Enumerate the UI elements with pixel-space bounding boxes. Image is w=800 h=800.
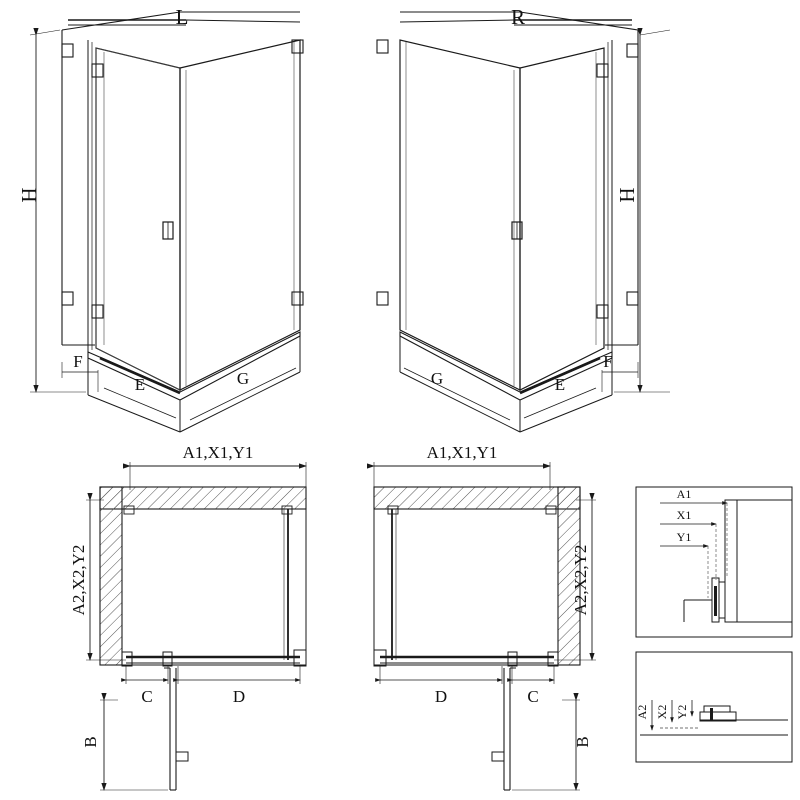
- iso-left-base-label-e: E: [134, 375, 146, 394]
- iso-right-handedness-label: R: [510, 5, 526, 29]
- iso-left-handedness-label: L: [175, 5, 189, 29]
- iso-left-height-label: H: [17, 187, 41, 203]
- plan-left-dim-c: C: [141, 687, 153, 706]
- iso-right-base-label-g: G: [430, 369, 444, 388]
- iso-right-base-label-f: F: [603, 352, 613, 371]
- detail-top-label-a1: A1: [676, 487, 692, 501]
- detail-bottom-label-y2: Y2: [675, 704, 689, 720]
- plan-left-top-dimension-label: A1,X1,Y1: [182, 443, 254, 462]
- detail-view-bottom: [635, 652, 792, 762]
- plan-right-dim-c: C: [527, 687, 539, 706]
- detail-bottom-label-a2: A2: [635, 704, 649, 720]
- plan-right-side-dimension-label: A2,X2,Y2: [571, 544, 590, 616]
- iso-view-right: [377, 5, 670, 432]
- iso-left-base-label-g: G: [236, 369, 250, 388]
- detail-top-label-y1: Y1: [676, 530, 692, 544]
- plan-right-swing-label: B: [573, 736, 592, 748]
- plan-view-left: [69, 443, 306, 790]
- plan-view-right: [374, 443, 596, 790]
- plan-left-side-dimension-label: A2,X2,Y2: [69, 544, 88, 616]
- plan-left-dim-d: D: [232, 687, 246, 706]
- plan-left-swing-label: B: [81, 736, 100, 748]
- detail-top-label-x1: X1: [676, 508, 692, 522]
- iso-right-base-label-e: E: [554, 375, 566, 394]
- detail-view-top: [636, 487, 792, 637]
- iso-right-height-label: H: [615, 187, 639, 203]
- iso-view-left: [17, 5, 303, 432]
- plan-right-top-dimension-label: A1,X1,Y1: [426, 443, 498, 462]
- plan-right-dim-d: D: [434, 687, 448, 706]
- detail-bottom-label-x2: X2: [655, 704, 669, 720]
- iso-left-base-label-f: F: [73, 352, 83, 371]
